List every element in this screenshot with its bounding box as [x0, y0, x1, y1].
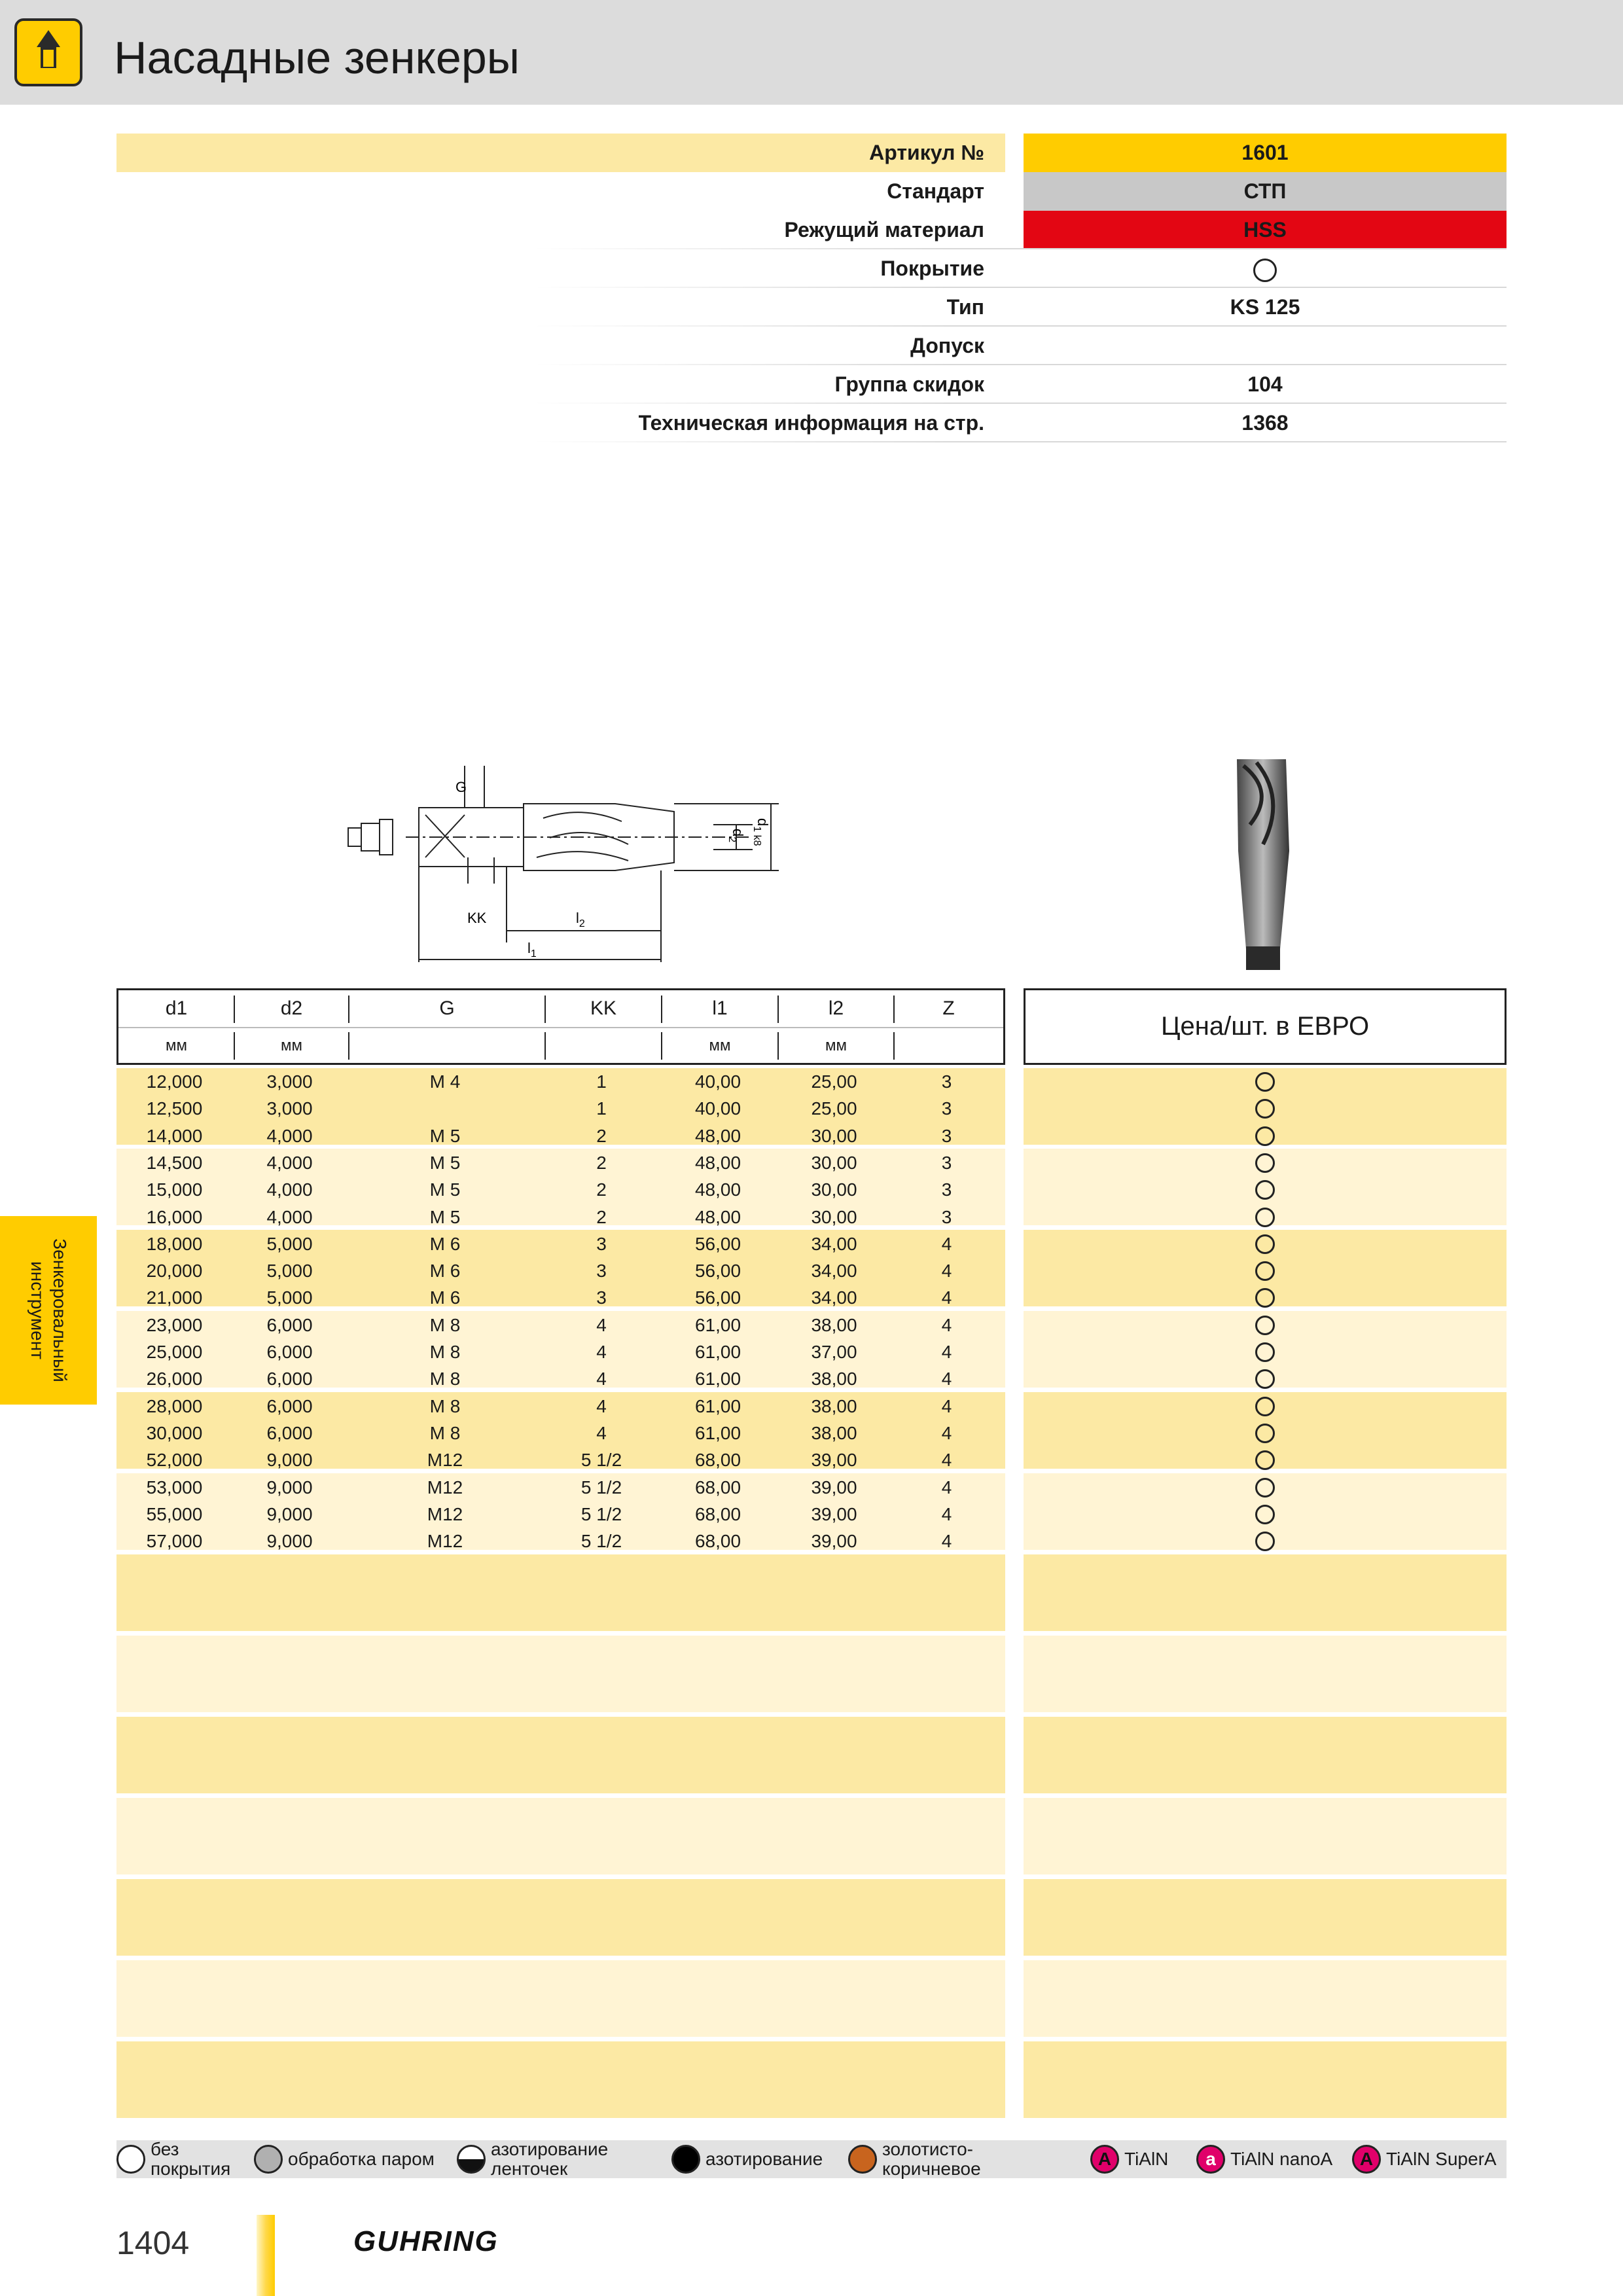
table-cell: M 5 — [429, 1206, 461, 1227]
table-cell: 38,00 — [811, 1369, 857, 1390]
table-cell: 3 — [596, 1233, 607, 1254]
steam-treated-circle-icon — [254, 2145, 283, 2174]
table-cell: 4 — [941, 1369, 952, 1390]
tialn-badge-icon: A — [1090, 2145, 1119, 2174]
table-cell: 5 1/2 — [580, 1531, 622, 1552]
attribute-label: Тип — [946, 295, 984, 319]
attribute-value: 104 — [1247, 372, 1283, 396]
table-row — [116, 1338, 1005, 1365]
table-cell: 68,00 — [694, 1531, 741, 1552]
legend-label: азотирование — [705, 2149, 823, 2169]
attribute-value: 1368 — [1241, 411, 1289, 435]
table-cell: 4,000 — [266, 1179, 313, 1200]
table-cell: 9,000 — [266, 1531, 313, 1552]
table-cell: 5,000 — [266, 1287, 313, 1308]
table-cell: 48,00 — [694, 1125, 741, 1146]
table-cell: 4 — [941, 1450, 952, 1471]
table-row — [116, 1095, 1005, 1122]
column-unit — [545, 1028, 662, 1064]
legend-item — [1352, 2140, 1497, 2178]
page-title: Насадные зенкеры — [114, 32, 520, 83]
table-row — [116, 1068, 1005, 1095]
row-band — [1024, 1960, 1507, 2037]
price-header: Цена/шт. в ЕВРО — [1024, 988, 1507, 1065]
table-cell: M 8 — [429, 1314, 461, 1335]
column-unit: мм — [709, 1037, 731, 1054]
table-cell: 4 — [596, 1342, 607, 1362]
table-row — [116, 1446, 1005, 1473]
column-unit: мм — [281, 1037, 302, 1054]
table-cell: 61,00 — [694, 1395, 741, 1416]
table-row — [116, 1365, 1005, 1392]
table-cell: 3 — [941, 1206, 952, 1227]
attribute-row — [116, 404, 1507, 442]
table-cell: 2 — [596, 1206, 607, 1227]
table-cell: 38,00 — [811, 1395, 857, 1416]
availability-circle-icon — [1255, 1126, 1275, 1146]
table-cell: 48,00 — [694, 1179, 741, 1200]
availability-circle-icon — [1255, 1072, 1275, 1092]
table-cell: 25,00 — [811, 1098, 857, 1119]
table-row — [116, 1528, 1005, 1554]
table-row — [116, 1230, 1005, 1257]
table-cell: 30,00 — [811, 1179, 857, 1200]
table-cell: 52,000 — [146, 1450, 203, 1471]
column-unit — [894, 1028, 1003, 1064]
table-cell: 28,000 — [146, 1395, 203, 1416]
table-cell: M 5 — [429, 1152, 461, 1173]
table-cell: M12 — [427, 1503, 463, 1524]
dim-label-l1-sub: 1 — [530, 948, 537, 960]
attribute-row — [116, 172, 1507, 211]
row-band — [116, 2041, 1005, 2118]
section-tab — [0, 1216, 97, 1405]
column-header: KK — [590, 997, 617, 1019]
table-cell: M 4 — [429, 1071, 461, 1092]
table-cell: M12 — [427, 1450, 463, 1471]
availability-circle-icon — [1255, 1505, 1275, 1524]
column-header: l1 — [712, 997, 728, 1019]
table-cell: M 8 — [429, 1422, 461, 1443]
table-cell: 4,000 — [266, 1152, 313, 1173]
table-cell: 4,000 — [266, 1206, 313, 1227]
dim-label-d2: d — [730, 829, 746, 837]
table-cell: 4 — [941, 1477, 952, 1498]
table-cell: 48,00 — [694, 1152, 741, 1173]
table-cell: 57,000 — [146, 1531, 203, 1552]
row-band — [1024, 1798, 1507, 1874]
availability-circle-icon — [1255, 1234, 1275, 1254]
table-cell: 30,00 — [811, 1125, 857, 1146]
attribute-label: Группа скидок — [834, 372, 984, 396]
attribute-value — [1024, 249, 1507, 288]
table-cell: 39,00 — [811, 1477, 857, 1498]
brand-logo: GUHRING — [353, 2225, 499, 2257]
table-cell: 4,000 — [266, 1125, 313, 1146]
table-cell: 18,000 — [146, 1233, 203, 1254]
table-cell: 4 — [941, 1261, 952, 1282]
legend-label: азотирование — [491, 2139, 609, 2159]
table-cell: 39,00 — [811, 1531, 857, 1552]
legend-label: TiAlN SuperA — [1386, 2149, 1497, 2169]
table-cell: 9,000 — [266, 1503, 313, 1524]
legend-label: TiAlN — [1124, 2149, 1169, 2169]
table-row — [116, 1393, 1005, 1420]
table-cell: M 8 — [429, 1395, 461, 1416]
table-cell: 1 — [596, 1098, 607, 1119]
legend-item — [848, 2140, 981, 2178]
uncoated-circle-icon — [1253, 259, 1277, 282]
table-cell: M 6 — [429, 1287, 461, 1308]
attribute-value: 1601 — [1024, 134, 1507, 172]
coating-legend — [116, 2140, 1507, 2178]
column-header: d1 — [165, 997, 188, 1019]
table-cell: 5,000 — [266, 1233, 313, 1254]
table-row — [116, 1284, 1005, 1311]
availability-circle-icon — [1255, 1342, 1275, 1362]
table-cell: 6,000 — [266, 1422, 313, 1443]
attribute-value: KS 125 — [1230, 295, 1300, 319]
table-cell: 3 — [596, 1261, 607, 1282]
table-row — [116, 1420, 1005, 1446]
table-row — [116, 1176, 1005, 1203]
table-cell: M 6 — [429, 1233, 461, 1254]
availability-circle-icon — [1255, 1316, 1275, 1335]
attribute-label: Стандарт — [887, 179, 984, 203]
table-cell: 68,00 — [694, 1503, 741, 1524]
table-cell: 61,00 — [694, 1369, 741, 1390]
table-cell: 6,000 — [266, 1395, 313, 1416]
svg-text:d1 k8 — [751, 818, 771, 846]
row-band — [116, 1717, 1005, 1793]
table-cell: 39,00 — [811, 1450, 857, 1471]
table-cell: 4 — [596, 1314, 607, 1335]
table-cell: 20,000 — [146, 1261, 203, 1282]
table-cell: 12,500 — [146, 1098, 203, 1119]
legend-label: обработка паром — [288, 2149, 435, 2169]
tialn-supera-badge-icon: A — [1352, 2145, 1381, 2174]
table-cell: 30,00 — [811, 1152, 857, 1173]
table-cell: 34,00 — [811, 1233, 857, 1254]
dim-label-d2-sub: 2 — [726, 836, 738, 843]
table-header — [116, 988, 1005, 1065]
column-header: Z — [942, 997, 955, 1019]
table-cell: 2 — [596, 1179, 607, 1200]
availability-circle-icon — [1255, 1153, 1275, 1173]
table-cell: 4 — [941, 1287, 952, 1308]
availability-circle-icon — [1255, 1261, 1275, 1281]
legend-label: коричневое — [882, 2159, 981, 2179]
technical-drawing — [334, 766, 785, 969]
dim-label-l2-sub: 2 — [579, 918, 585, 929]
table-cell: 40,00 — [694, 1098, 741, 1119]
table-cell: 37,00 — [811, 1342, 857, 1362]
row-band — [116, 1960, 1005, 2037]
table-cell: 4 — [941, 1233, 952, 1254]
table-cell: 26,000 — [146, 1369, 203, 1390]
table-cell: M12 — [427, 1477, 463, 1498]
countersink-icon — [14, 18, 82, 86]
attribute-row — [116, 134, 1507, 172]
gold-brown-circle-icon — [848, 2145, 877, 2174]
availability-circle-icon — [1255, 1180, 1275, 1200]
column-header: G — [439, 997, 455, 1019]
table-cell: 56,00 — [694, 1261, 741, 1282]
dim-label-l2: l — [576, 910, 579, 926]
availability-circle-icon — [1255, 1397, 1275, 1416]
column-header: l2 — [828, 997, 844, 1019]
table-cell: 3 — [941, 1125, 952, 1146]
table-row — [116, 1474, 1005, 1501]
table-row — [116, 1312, 1005, 1338]
attribute-value: HSS — [1024, 211, 1507, 249]
row-band — [1024, 1636, 1507, 1712]
attribute-value: СТП — [1024, 172, 1507, 211]
svg-text:l1 — [527, 940, 537, 960]
dim-label-kk: KK — [467, 910, 487, 926]
table-cell: 2 — [596, 1125, 607, 1146]
table-cell: 4 — [941, 1531, 952, 1552]
legend-label: ленточек — [491, 2159, 568, 2179]
row-band — [116, 1879, 1005, 1956]
table-cell: 4 — [596, 1369, 607, 1390]
table-cell: 56,00 — [694, 1233, 741, 1254]
table-cell: 23,000 — [146, 1314, 203, 1335]
table-cell: 25,000 — [146, 1342, 203, 1362]
tialn-nanoa-badge-icon: a — [1196, 2145, 1225, 2174]
column-header: d2 — [280, 997, 303, 1019]
table-row — [116, 1122, 1005, 1149]
margin-nitrided-circle-icon — [457, 2145, 486, 2174]
table-cell: 53,000 — [146, 1477, 203, 1498]
svg-text:l2 — [576, 910, 585, 929]
legend-item — [671, 2140, 823, 2178]
table-cell: 3 — [596, 1287, 607, 1308]
attribute-row — [116, 365, 1507, 404]
table-cell: 5 1/2 — [580, 1477, 622, 1498]
table-cell: M 6 — [429, 1261, 461, 1282]
table-row — [116, 1149, 1005, 1176]
attribute-label: Артикул № — [116, 134, 1005, 172]
product-photo — [1217, 753, 1309, 975]
legend-label: покрытия — [151, 2159, 231, 2179]
table-cell: 2 — [596, 1152, 607, 1173]
table-cell: 4 — [596, 1395, 607, 1416]
section-tab-line1: Зенкеровальный — [50, 1238, 70, 1382]
table-cell: 56,00 — [694, 1287, 741, 1308]
table-cell: 6,000 — [266, 1369, 313, 1390]
table-cell: 6,000 — [266, 1342, 313, 1362]
row-band — [116, 1798, 1005, 1874]
legend-label: TiAlN nanoA — [1230, 2149, 1333, 2169]
dim-label-g: G — [455, 779, 467, 795]
table-cell: 61,00 — [694, 1342, 741, 1362]
table-cell: 34,00 — [811, 1261, 857, 1282]
table-cell: 16,000 — [146, 1206, 203, 1227]
dim-label-l1: l — [527, 940, 531, 956]
table-cell: 4 — [941, 1422, 952, 1443]
nitrided-circle-icon — [671, 2145, 700, 2174]
table-cell: 68,00 — [694, 1477, 741, 1498]
table-cell: M12 — [427, 1531, 463, 1552]
availability-circle-icon — [1255, 1424, 1275, 1443]
table-cell: 38,00 — [811, 1314, 857, 1335]
table-cell: 9,000 — [266, 1450, 313, 1471]
table-cell: 38,00 — [811, 1422, 857, 1443]
table-row — [116, 1501, 1005, 1528]
legend-item — [1196, 2140, 1332, 2178]
table-cell: 40,00 — [694, 1071, 741, 1092]
attribute-label: Допуск — [910, 334, 984, 357]
table-cell: 30,000 — [146, 1422, 203, 1443]
table-cell: 3 — [941, 1152, 952, 1173]
attribute-value — [1024, 327, 1507, 365]
row-band — [1024, 2041, 1507, 2118]
attribute-label: Техническая информация на стр. — [638, 411, 984, 435]
row-band — [1024, 1879, 1507, 1956]
table-cell: 4 — [941, 1395, 952, 1416]
legend-label: без — [151, 2139, 179, 2159]
row-band — [116, 1554, 1005, 1631]
attribute-row — [116, 249, 1507, 288]
table-cell: M 8 — [429, 1369, 461, 1390]
table-cell: 48,00 — [694, 1206, 741, 1227]
row-band — [1024, 1717, 1507, 1793]
table-cell: 4 — [941, 1314, 952, 1335]
dim-label-d1-sub: 1 k8 — [751, 826, 762, 846]
availability-circle-icon — [1255, 1478, 1275, 1498]
table-cell: M 5 — [429, 1125, 461, 1146]
table-row — [116, 1257, 1005, 1284]
attribute-row — [116, 211, 1507, 249]
legend-item — [457, 2140, 608, 2178]
table-cell — [347, 1095, 543, 1122]
table-cell: 3,000 — [266, 1098, 313, 1119]
availability-circle-icon — [1255, 1208, 1275, 1227]
table-cell: 5,000 — [266, 1261, 313, 1282]
table-cell: 5 1/2 — [580, 1450, 622, 1471]
column-unit — [349, 1028, 545, 1064]
table-cell: 12,000 — [146, 1071, 203, 1092]
table-cell: 34,00 — [811, 1287, 857, 1308]
table-cell: 6,000 — [266, 1314, 313, 1335]
table-cell: 9,000 — [266, 1477, 313, 1498]
dim-label-d1: d — [755, 818, 771, 827]
table-cell: 39,00 — [811, 1503, 857, 1524]
table-cell: 4 — [941, 1503, 952, 1524]
row-band — [116, 1636, 1005, 1712]
table-cell: 14,500 — [146, 1152, 203, 1173]
table-cell: 14,000 — [146, 1125, 203, 1146]
row-band — [1024, 1554, 1507, 1631]
table-cell: 1 — [596, 1071, 607, 1092]
header-bar — [0, 0, 1623, 105]
legend-item — [254, 2140, 435, 2178]
legend-item — [116, 2140, 230, 2178]
legend-item — [1090, 2140, 1168, 2178]
table-cell: 61,00 — [694, 1422, 741, 1443]
availability-circle-icon — [1255, 1450, 1275, 1470]
attribute-row — [116, 288, 1507, 327]
footer-accent-bar — [257, 2215, 275, 2296]
legend-label: золотисто- — [882, 2139, 973, 2159]
column-unit: мм — [166, 1037, 187, 1054]
table-cell: 5 1/2 — [580, 1503, 622, 1524]
table-cell: 55,000 — [146, 1503, 203, 1524]
svg-text:d2 — [726, 829, 746, 842]
table-cell: 61,00 — [694, 1314, 741, 1335]
table-cell: 4 — [941, 1342, 952, 1362]
page-number: 1404 — [116, 2225, 190, 2261]
table-cell: M 8 — [429, 1342, 461, 1362]
uncoated-circle-icon — [116, 2145, 145, 2174]
table-cell: M 5 — [429, 1179, 461, 1200]
table-cell: 3,000 — [266, 1071, 313, 1092]
table-cell: 3 — [941, 1098, 952, 1119]
column-unit: мм — [825, 1037, 847, 1054]
table-cell: 3 — [941, 1071, 952, 1092]
table-cell: 15,000 — [146, 1179, 203, 1200]
attribute-label: Режущий материал — [784, 218, 984, 242]
table-cell: 4 — [596, 1422, 607, 1443]
table-cell: 25,00 — [811, 1071, 857, 1092]
table-cell: 21,000 — [146, 1287, 203, 1308]
section-tab-line2: инструмент — [27, 1261, 48, 1359]
attribute-row — [116, 327, 1507, 365]
table-cell: 30,00 — [811, 1206, 857, 1227]
table-cell: 68,00 — [694, 1450, 741, 1471]
attribute-label: Покрытие — [880, 257, 984, 280]
availability-circle-icon — [1255, 1532, 1275, 1551]
table-cell: 3 — [941, 1179, 952, 1200]
table-row — [116, 1204, 1005, 1230]
